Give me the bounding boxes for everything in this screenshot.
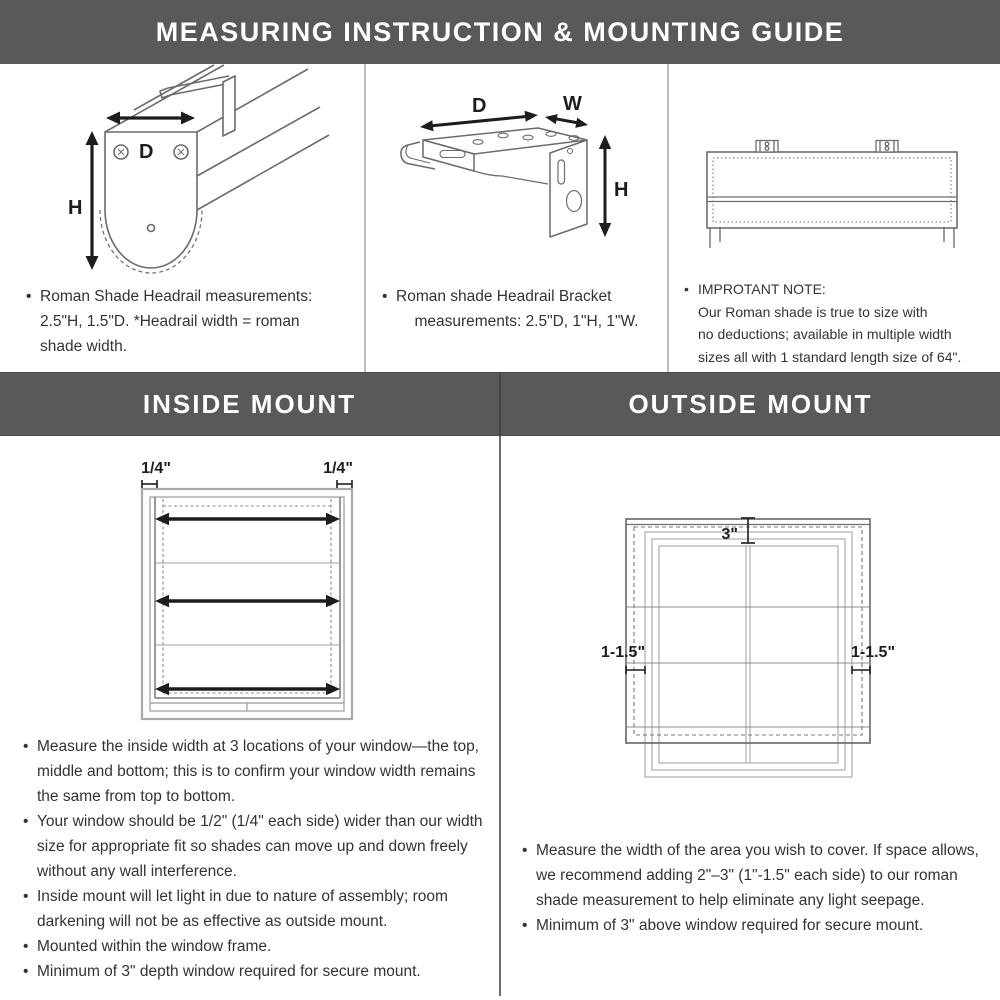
bullet-line: darkening will not be as effective as outside mount. — [37, 913, 388, 930]
width-measure-arrows — [155, 513, 340, 695]
bullet-line: we recommend adding 2"–3" (1"-1.5" each side) to our roman — [536, 867, 958, 884]
bullet-item — [23, 734, 493, 809]
bullet-line: shade measurement to help eliminate any light seepage. — [536, 892, 925, 909]
left-gap-label: 1-1.5" — [600, 644, 646, 661]
bullet-item — [26, 284, 356, 359]
bullet-line: • Your window should be 1/2" (1/4" each side) wider than our width — [37, 813, 483, 830]
headrail-depth-label: D — [139, 141, 154, 163]
top-gap-label: 3" — [721, 526, 738, 543]
page-title-banner — [0, 0, 1000, 64]
bracket-depth-label: D — [472, 95, 487, 117]
bullet-line: size for appropriate fit so shades can move up and down freely — [37, 838, 468, 855]
bracket-notes — [382, 284, 657, 334]
headrail-notes — [26, 284, 356, 359]
note-line: sizes all with 1 standard length size of 64". — [698, 348, 962, 365]
bullet-line: • Minimum of 3" depth window required for secure mount. — [37, 963, 421, 980]
quarter-inch-marks — [142, 480, 352, 488]
bullet-line: middle and bottom; this is to confirm your window width remains — [37, 763, 476, 780]
bullet-line: 2.5"H, 1.5"D. *Headrail width = roman — [40, 313, 300, 330]
bullet-line: • Roman Shade Headrail measurements: — [40, 288, 313, 305]
bullet-line: • Mounted within the window frame. — [37, 938, 272, 955]
bracket-diagram — [390, 84, 652, 262]
note-title: • IMPROTANT NOTE: — [684, 278, 989, 301]
shade-front-diagram — [700, 138, 965, 250]
mount-headers-banner — [0, 372, 1000, 436]
bullet-item — [522, 838, 987, 913]
bullet-line: • Minimum of 3" above window required for secure mount. — [536, 917, 924, 934]
bullet-item — [23, 959, 493, 984]
outside-mount-diagram — [580, 505, 910, 790]
right-gap-label: 1-1.5" — [850, 644, 896, 661]
left-gap-label: 1/4" — [141, 460, 171, 477]
bullet-item — [23, 809, 493, 884]
right-gap-label: 1/4" — [323, 460, 353, 477]
headrail-diagram — [18, 64, 330, 282]
headrail-rail — [100, 65, 329, 273]
bullet-line: shade width. — [40, 338, 128, 355]
window-frame — [645, 532, 852, 777]
inside-mount-diagram — [130, 455, 365, 727]
bullet-item — [382, 284, 657, 334]
shade — [626, 519, 870, 743]
inside-mount-title: INSIDE MOUNT — [142, 388, 357, 419]
bullet-item — [522, 913, 987, 938]
bracket-body — [401, 128, 587, 237]
bullet-line: the same from top to bottom. — [37, 788, 236, 805]
note-line: no deductions; available in multiple width — [698, 326, 952, 342]
window-frame — [142, 489, 352, 719]
bullet-line: • Measure the inside width at 3 locations of your window—the top, — [37, 738, 479, 755]
page-title: MEASURING INSTRUCTION & MOUNTING GUIDE — [155, 16, 845, 47]
bracket-height-label: H — [614, 179, 629, 201]
bullet-line: without any wall interference. — [37, 863, 237, 880]
divider-col1-col2 — [364, 64, 366, 372]
outside-mount-header — [501, 373, 1000, 435]
outside-mount-notes — [522, 838, 987, 938]
shade-headrail-front — [707, 141, 957, 249]
bullet-item — [23, 934, 493, 959]
bracket-width-label: W — [563, 93, 582, 115]
divider-col2-col3 — [667, 64, 669, 372]
important-note — [684, 278, 989, 368]
outside-mount-title: OUTSIDE MOUNT — [628, 388, 873, 419]
headrail-height-label: H — [68, 197, 83, 219]
inside-mount-notes — [23, 734, 493, 984]
dimension-marks — [626, 518, 870, 674]
divider-inside-outside — [499, 436, 501, 996]
bullet-line: measurements: 2.5"D, 1"H, 1"W. — [414, 313, 639, 330]
bullet-line: • Roman shade Headrail Bracket — [396, 288, 612, 305]
bullet-line: • Measure the width of the area you wish to cover. If space allows, — [536, 842, 979, 859]
inside-mount-header — [0, 373, 499, 435]
bullet-line: • Inside mount will let light in due to nature of assembly; room — [37, 888, 448, 905]
note-line: Our Roman shade is true to size with — [698, 303, 928, 320]
bullet-item — [23, 884, 493, 934]
